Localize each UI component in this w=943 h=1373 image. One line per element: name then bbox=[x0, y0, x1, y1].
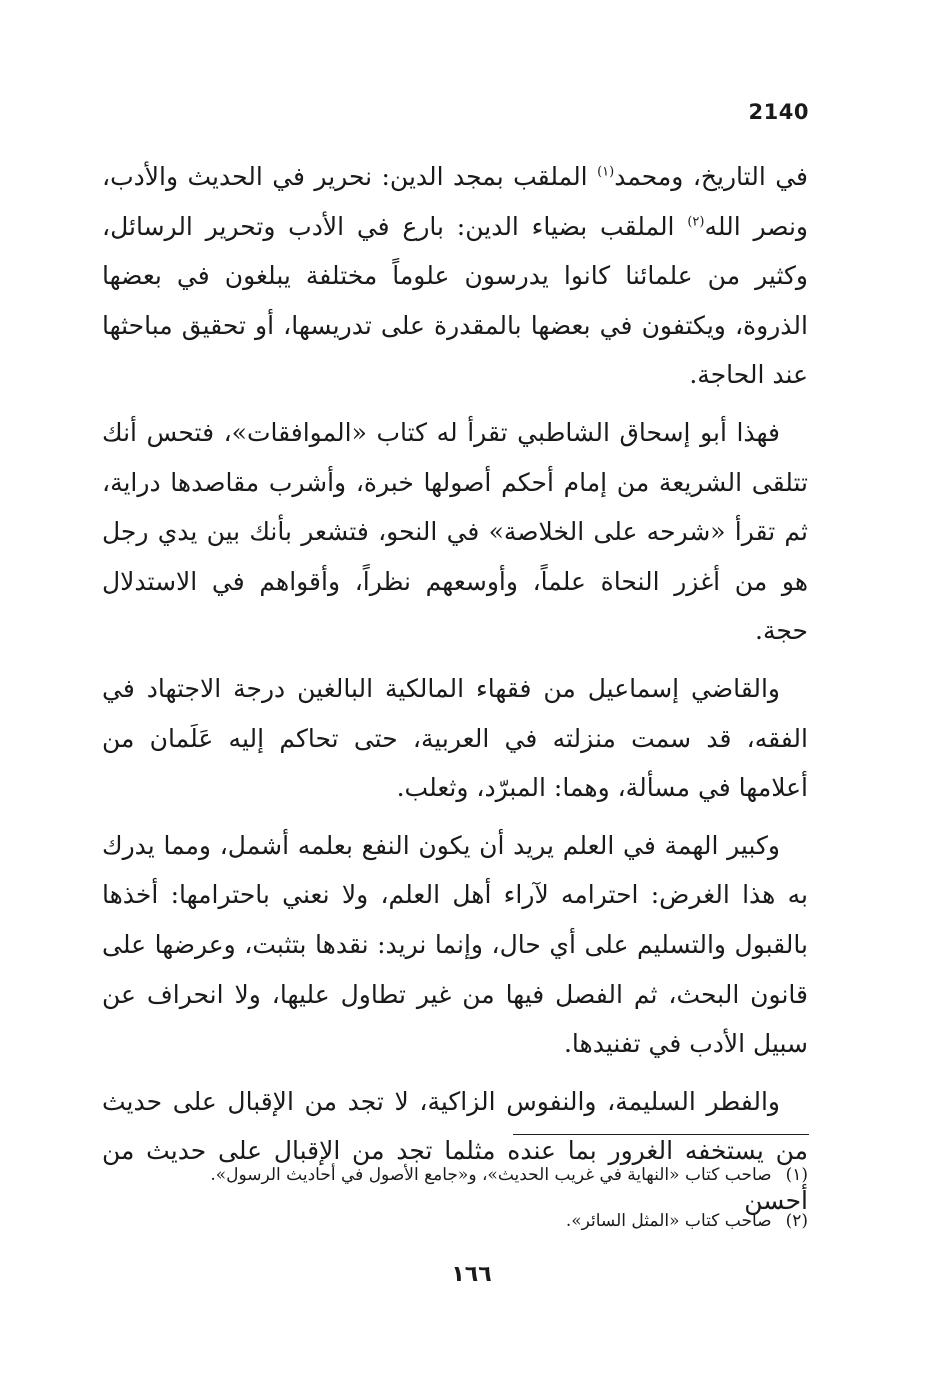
footnote-2 bbox=[102, 1198, 808, 1244]
paragraph-1-part-2: الملقب بمجد الدين: نحرير في الحديث والأدب، ونصر الله bbox=[102, 162, 808, 241]
running-page-number: 2140 bbox=[748, 100, 809, 124]
footnote-ref-1: (١) bbox=[597, 164, 615, 180]
paragraph-3: والقاضي إسماعيل من فقهاء المالكية البالغين درجة الاجتهاد في الفقه، قد سمت منزلته في العربية، حتى تحاكم إليه عَلَمان من أعلامها في مسألة، وهما: المبرّد، وثعلب. bbox=[102, 673, 808, 803]
footnote-1 bbox=[102, 1152, 808, 1198]
paragraph-1-part-1: في التاريخ، ومحمد bbox=[614, 162, 808, 191]
footnote-separator bbox=[513, 1134, 809, 1135]
footnote-ref-2: (٢) bbox=[687, 214, 705, 230]
paragraph-1 bbox=[102, 152, 808, 400]
footnotes bbox=[102, 1152, 808, 1244]
footnote-2-number: (٢) bbox=[785, 1211, 808, 1231]
paragraph-1-part-3: الملقب بضياء الدين: بارع في الأدب وتحرير الرسائل، وكثير من علمائنا كانوا يدرسون علوماً مختلفة يبلغون في بعضها الذروة، ويكتفون في بعضها بالمقدرة على تدريسها، أو تحقيق مباحثها عند الحاجة. bbox=[102, 211, 808, 390]
footnote-1-text: صاحب كتاب «النهاية في غريب الحديث»، و«جامع الأصول في أحاديث الرسول». bbox=[210, 1165, 772, 1185]
main-text bbox=[102, 152, 808, 1233]
footnote-1-number: (١) bbox=[785, 1165, 808, 1185]
paragraph-4: وكبير الهمة في العلم يريد أن يكون النفع بعلمه أشمل، ومما يدرك به هذا الغرض: احترامه لآراء أهل العلم، ولا نعني باحترامها: أخذها بالقبول والتسليم على أي حال، وإنما نريد: نقدها بتثبت، وعرضها على قانون البحث، ثم الفصل فيها من غير تطاول عليها، ولا انحراف عن سبيل الأدب في تفنيدها. bbox=[102, 830, 808, 1059]
page-number: ١٦٦ bbox=[451, 1262, 492, 1287]
paragraph-2: فهذا أبو إسحاق الشاطبي تقرأ له كتاب «الموافقات»، فتحس أنك تتلقى الشريعة من إمام أحكم أصولها خبرة، وأشرب مقاصدها دراية، ثم تقرأ «شرحه على الخلاصة» في النحو، فتشعر بأنك بين يدي رجل هو من أغزر النحاة علماً، وأوسعهم نظراً، وأقواهم في الاستدلال حجة. bbox=[102, 417, 808, 646]
footnote-2-text: صاحب كتاب «المثل السائر». bbox=[565, 1211, 772, 1231]
paragraph-5: والفطر السليمة، والنفوس الزاكية، لا تجد من الإقبال على حديث من يستخفه الغرور بما عنده مثلما تجد من الإقبال على حديث من أحسن bbox=[102, 1086, 808, 1215]
